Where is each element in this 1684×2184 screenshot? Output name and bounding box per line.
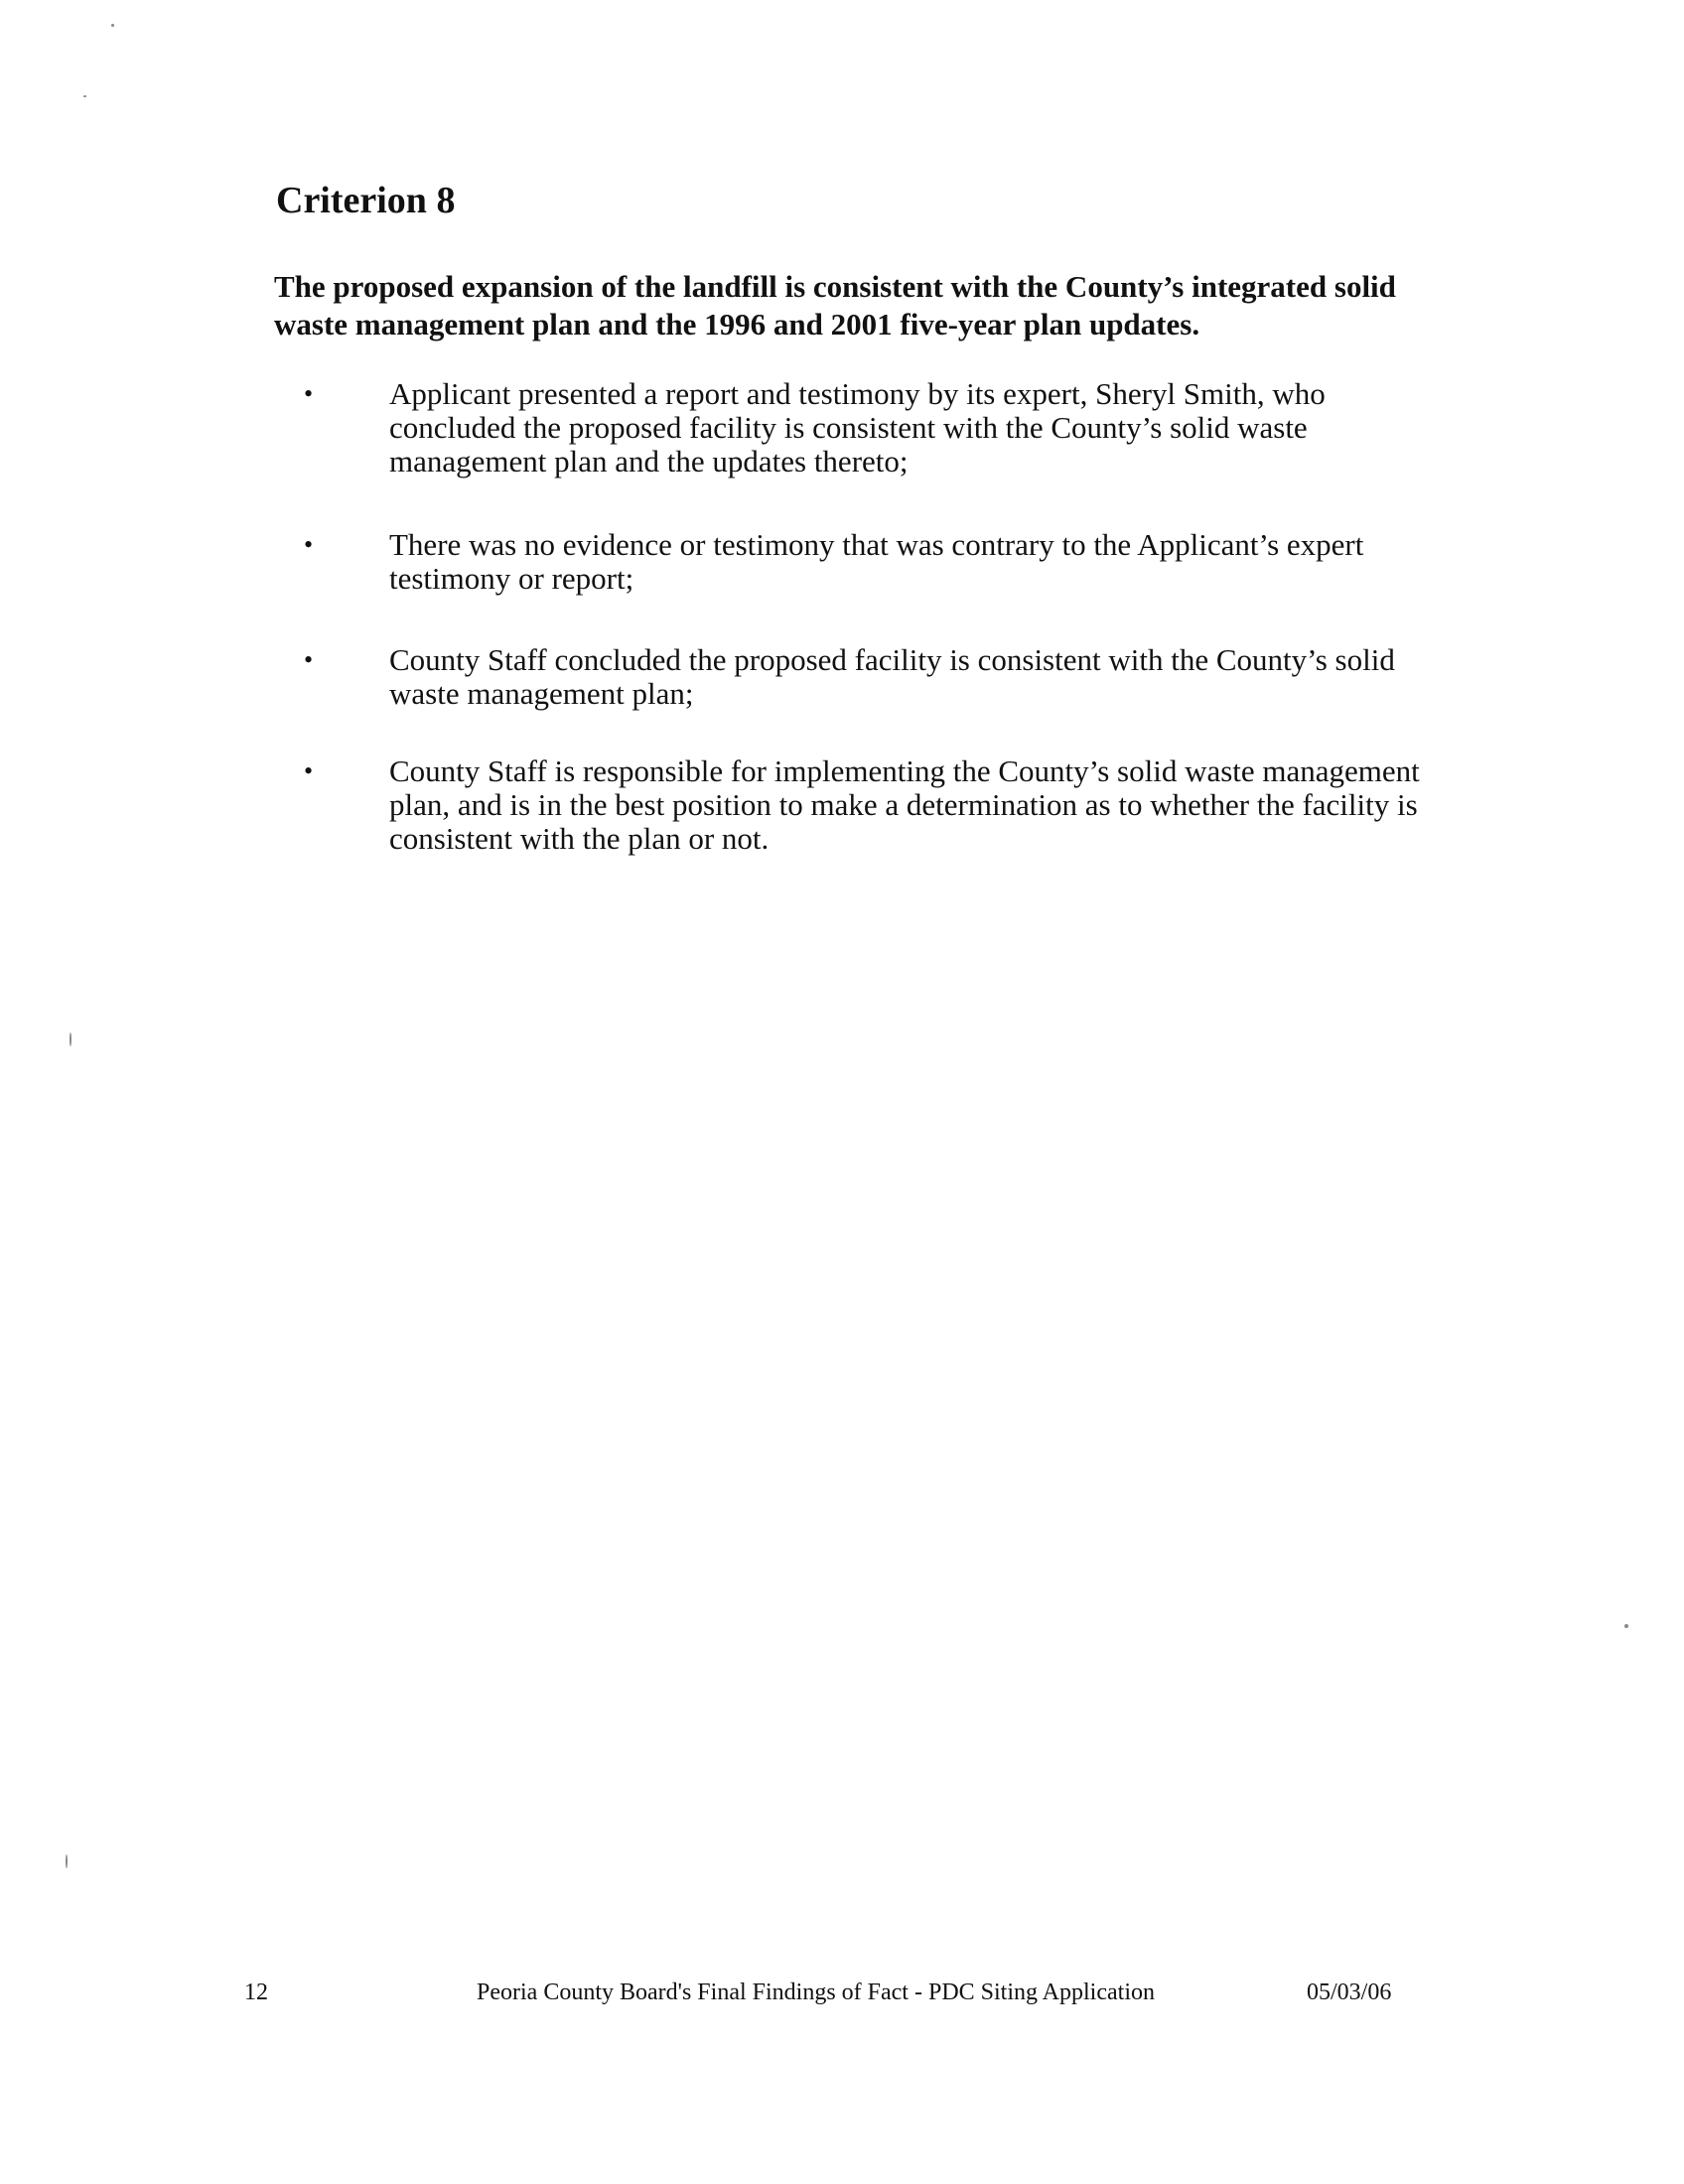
bullet-icon: • [304, 756, 314, 785]
bullet-icon: • [304, 530, 314, 559]
bullet-icon: • [304, 379, 314, 408]
footer-date: 05/03/06 [1307, 1979, 1392, 2005]
scan-speck [111, 24, 114, 27]
footer-title: Peoria County Board's Final Findings of Fact - PDC Siting Application [477, 1979, 1155, 2005]
criterion-statement: The proposed expansion of the landfill is consistent with the County’s integrated solid waste management plan and the 1996 and 2001 five-year plan updates. [274, 269, 1396, 341]
finding-text: County Staff concluded the proposed facility is consistent with the County’s solid waste management plan; [389, 642, 1395, 711]
finding-text: There was no evidence or testimony that was contrary to the Applicant’s expert testimony or report; [389, 527, 1364, 596]
footer-page-number: 12 [244, 1979, 268, 2005]
criterion-heading: Criterion 8 [276, 180, 456, 221]
scan-speck [70, 1032, 71, 1046]
scan-speck [66, 1854, 68, 1868]
finding-text: County Staff is responsible for implementing the County’s solid waste management plan, and is in the best position to make a determination as to whether the facility is consistent with the plan or not. [389, 753, 1420, 856]
scan-speck [83, 95, 86, 97]
scan-speck [1624, 1624, 1628, 1628]
bullet-icon: • [304, 645, 314, 674]
finding-text: Applicant presented a report and testimony by its expert, Sheryl Smith, who concluded the proposed facility is consistent with the County’s solid waste management plan and the updates thereto; [389, 376, 1326, 478]
